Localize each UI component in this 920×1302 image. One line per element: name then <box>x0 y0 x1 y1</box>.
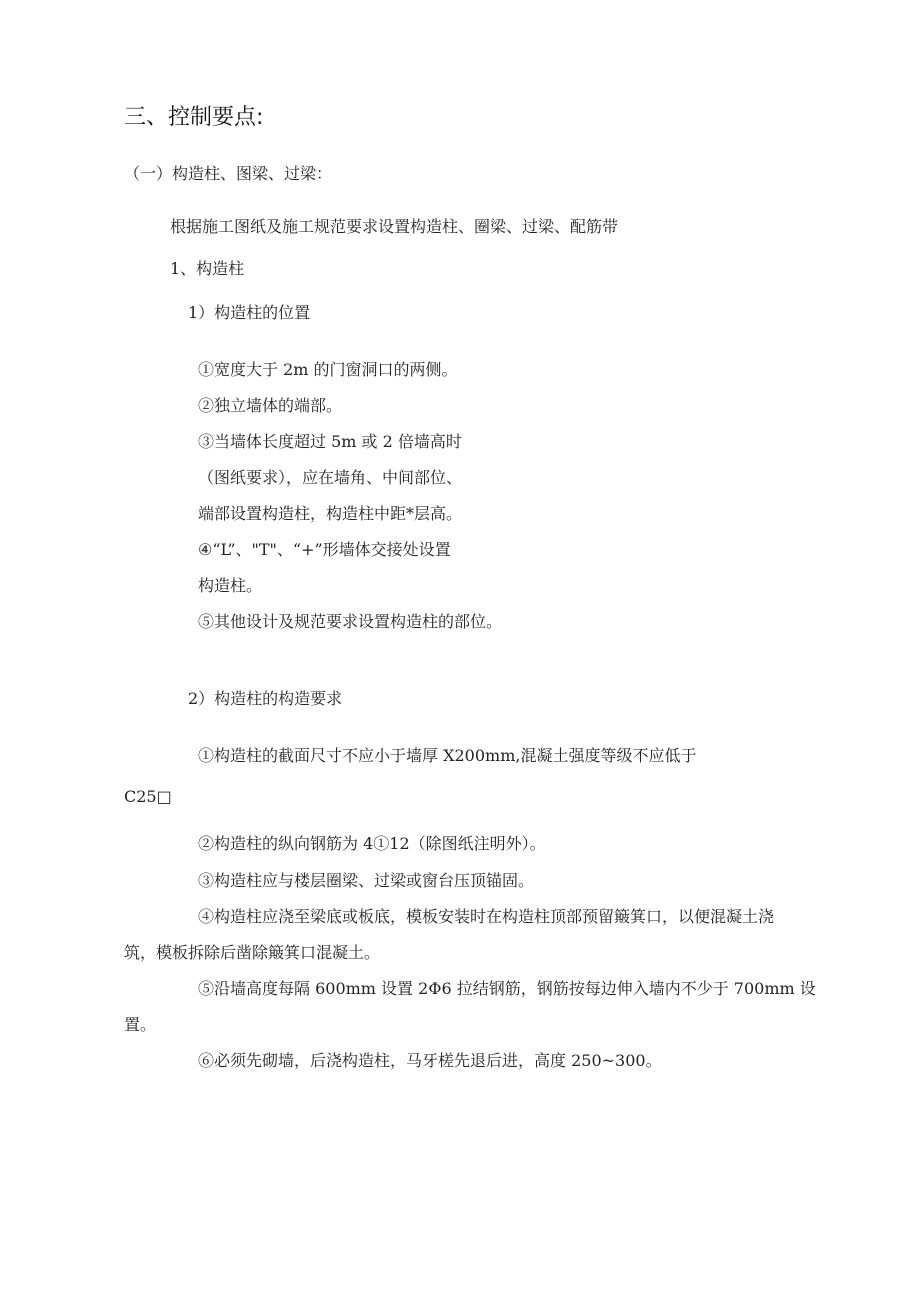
requirement-line: C25□ <box>124 787 172 806</box>
requirement-line: ⑥必须先砌墙，后浇构造柱，马牙槎先退后进，高度 250~300。 <box>198 1051 662 1070</box>
position-title: 1）构造柱的位置 <box>188 303 311 322</box>
position-item: ③当墙体长度超过 5m 或 2 倍墙高时 <box>198 432 462 451</box>
requirement-line: 置。 <box>124 1015 157 1034</box>
position-item: 构造柱。 <box>198 576 263 595</box>
position-item: ②独立墙体的端部。 <box>198 396 343 415</box>
position-item: ⑤其他设计及规范要求设置构造柱的部位。 <box>198 612 503 631</box>
section-heading: 三、控制要点: <box>124 105 264 130</box>
requirement-line: ④构造柱应浇至梁底或板底，模板安装时在构造柱顶部预留簸箕口，以便混凝土浇 <box>198 907 775 926</box>
requirement-line: ⑤沿墙高度每隔 600mm 设置 2Φ6 拉结钢筋，钢筋按每边伸入墙内不少于 700mm 设 <box>198 979 816 998</box>
requirement-line: ③构造柱应与楼层圈梁、过梁或窗台压顶锚固。 <box>198 871 535 890</box>
requirement-line: ①构造柱的截面尺寸不应小于墙厚 X200mm,混凝土强度等级不应低于 <box>198 746 697 765</box>
subsection-heading: （一）构造柱、图梁、过梁： <box>124 164 333 183</box>
intro-paragraph: 根据施工图纸及施工规范要求设置构造柱、圈梁、过梁、配筋带 <box>170 217 619 236</box>
requirements-title: 2）构造柱的构造要求 <box>188 689 343 708</box>
requirement-line: ②构造柱的纵向钢筋为 4①12（除图纸注明外）。 <box>198 834 546 853</box>
position-item: （图纸要求），应在墙角、中间部位、 <box>198 468 463 487</box>
item-title: 1、构造柱 <box>170 259 245 278</box>
requirement-line: 筑，模板拆除后凿除簸箕口混凝土。 <box>124 943 381 962</box>
position-item: 端部设置构造柱，构造柱中距*层高。 <box>198 504 463 523</box>
position-item: ①宽度大于 2m 的门窗洞口的两侧。 <box>198 360 458 379</box>
position-item: ④“L”、"T"、“+”形墙体交接处设置 <box>198 540 451 559</box>
